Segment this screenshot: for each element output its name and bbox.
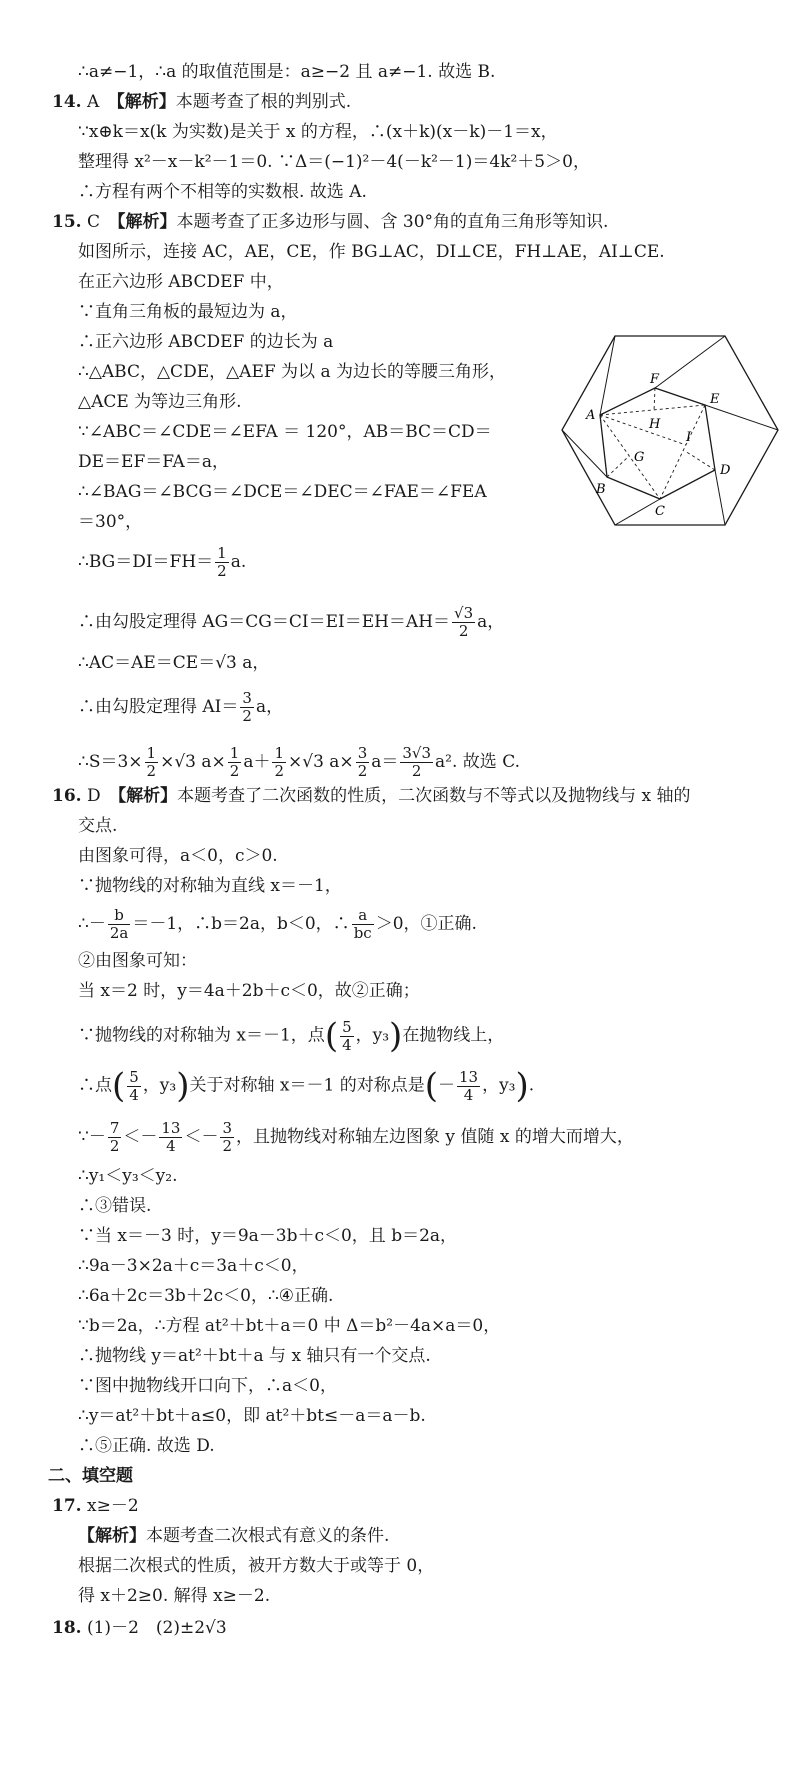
text-line: ∴y＝at²＋bt＋a≤0，即 at²＋bt≤－a＝a－b. <box>78 1406 426 1426</box>
numerator: 7 <box>109 1119 120 1137</box>
text-line: ∴正六边形 ABCDEF 的边长为 a <box>78 332 334 352</box>
numerator: 13 <box>161 1119 181 1137</box>
ruler-edge <box>600 336 615 415</box>
numerator: a <box>352 907 374 925</box>
text-line: 由图象可得，a＜0，c＞0. <box>78 846 278 866</box>
question-14-header <box>52 92 351 112</box>
paren-left: ( <box>424 1066 438 1106</box>
text-line: ∴9a－3×2a＋c＝3a＋c＜0， <box>78 1256 309 1276</box>
fraction <box>400 745 433 780</box>
paren-right: ) <box>515 1066 529 1106</box>
ruler-edge <box>615 499 660 525</box>
answer-choice: C <box>86 212 100 232</box>
text-line: ∴∠BAG＝∠BCG＝∠DCE＝∠DEC＝∠FAE＝∠FEA <box>78 482 487 502</box>
text-run: ∵－ <box>78 1127 106 1147</box>
question-number: 14. <box>52 92 82 112</box>
text-run: ∴由勾股定理得 AG＝CG＝CI＝EI＝EH＝AH＝ <box>78 612 451 632</box>
question-number: 16. <box>52 786 82 806</box>
text-line-fraction <box>78 907 477 942</box>
paren-left: ( <box>112 1066 126 1106</box>
denominator: 2 <box>229 762 240 780</box>
outer-hexagon <box>562 336 778 525</box>
text-line: ∵抛物线的对称轴为直线 x＝－1， <box>78 876 342 896</box>
text-run: a＋ <box>243 752 271 772</box>
denominator: 4 <box>342 1035 352 1054</box>
text-run: ∴BG＝DI＝FH＝ <box>78 552 214 572</box>
text-run: ，y₃ <box>482 1075 516 1096</box>
fraction <box>215 545 229 580</box>
denominator: 2 <box>411 762 422 780</box>
paren-right: ) <box>389 1016 403 1056</box>
text-line: ∴抛物线 y＝at²＋bt＋a 与 x 轴只有一个交点. <box>78 1346 431 1366</box>
fraction <box>240 690 254 725</box>
question-number: 17. <box>52 1496 82 1516</box>
question-15-header <box>52 212 608 232</box>
text-run: a， <box>255 697 284 717</box>
segment-AE <box>600 405 705 415</box>
label-C: C <box>655 504 665 519</box>
fraction <box>340 1019 354 1054</box>
denominator: 2 <box>274 762 284 780</box>
text-line: ∴6a＋2c＝3b＋2c＜0，∴④正确. <box>78 1286 334 1306</box>
text-run: ∴S＝3× <box>78 752 143 772</box>
denominator: 2 <box>109 1137 120 1155</box>
text-run: ＞0，①正确. <box>375 914 477 934</box>
numerator: 3 <box>222 1119 233 1137</box>
fraction <box>108 907 131 942</box>
denominator: 2 <box>357 762 368 780</box>
numerator: 5 <box>129 1067 139 1086</box>
answer-choice: D <box>86 786 101 806</box>
denominator: 2 <box>458 622 469 640</box>
text-line-fraction <box>78 1120 634 1155</box>
label-G: G <box>634 450 645 465</box>
numerator: 3 <box>357 744 368 762</box>
label-H: H <box>649 417 661 432</box>
ruler-edge <box>655 336 725 388</box>
numerator: 1 <box>229 744 240 762</box>
label-I: I <box>686 430 692 445</box>
fraction <box>228 745 242 780</box>
text-line: ∴方程有两个不相等的实数根. 故选 A. <box>78 182 367 202</box>
question-number: 15. <box>52 212 82 232</box>
text-run: ∵抛物线的对称轴为 x＝－1，点 <box>78 1025 325 1046</box>
denominator: 2 <box>217 562 227 580</box>
segment-FH <box>654 388 655 411</box>
fraction <box>108 1120 122 1155</box>
numerator: 3 <box>242 689 252 707</box>
denominator: 4 <box>129 1085 139 1104</box>
fraction <box>356 745 370 780</box>
text-line: ∴△ABC，△CDE，△AEF 为以 a 为边长的等腰三角形， <box>78 362 507 382</box>
text-run: ×√3 a× <box>160 752 226 772</box>
label-F: F <box>650 372 660 387</box>
text-line: ∴a≠−1，∴a 的取值范围是：a≥−2 且 a≠−1. 故选 B. <box>78 62 496 82</box>
text-run: ∴由勾股定理得 AI＝ <box>78 697 239 717</box>
text-run: ＜－ <box>184 1127 219 1147</box>
label-D: D <box>720 463 731 478</box>
text-line: ∴③错误. <box>78 1196 152 1216</box>
analysis-text: 本题考查二次根式有意义的条件. <box>146 1526 390 1546</box>
text-run: 在抛物线上， <box>402 1025 505 1046</box>
text-line: ∵图中抛物线开口向下，∴a＜0， <box>78 1376 337 1396</box>
text-line: ∵b＝2a，∴方程 at²＋bt＋a＝0 中 Δ＝b²－4a×a＝0， <box>78 1316 501 1336</box>
question-17-header <box>52 1496 139 1516</box>
fraction <box>127 1069 141 1104</box>
fraction <box>159 1120 182 1155</box>
denominator: 2 <box>222 1137 233 1155</box>
question-16-header <box>52 786 691 806</box>
fraction <box>145 745 159 780</box>
text-run: ，且抛物线对称轴左边图象 y 值随 x 的增大而增大， <box>236 1127 634 1147</box>
text-run: ，y₃ <box>355 1025 390 1046</box>
analysis-tag: 【解析】 <box>117 212 177 232</box>
answer: x≥－2 <box>86 1496 139 1516</box>
text-run: ＝－1，∴b＝2a，b＜0，∴ <box>132 914 350 934</box>
text-line: ＝30°， <box>78 512 143 532</box>
denominator: 2a <box>109 924 129 942</box>
numerator: 3√3 <box>402 744 432 762</box>
text-run: a， <box>477 612 505 632</box>
numerator: b <box>108 907 131 925</box>
label-E: E <box>710 392 720 407</box>
text-run: ∴点 <box>78 1075 112 1096</box>
denominator: 4 <box>166 1137 176 1155</box>
analysis-tag: 【解析】 <box>78 1526 146 1546</box>
section-heading: 二、填空题 <box>48 1466 133 1486</box>
text-run: 关于对称轴 x＝－1 的对称点是 <box>189 1075 425 1096</box>
text-line: ∵直角三角板的最短边为 a， <box>78 302 298 322</box>
fraction <box>352 907 374 942</box>
text-run: － <box>437 1075 455 1096</box>
fraction <box>272 745 286 780</box>
inner-hexagon <box>600 388 715 499</box>
text-line-fraction <box>78 690 283 725</box>
fraction <box>220 1120 234 1155</box>
answer: (1)－2 (2)±2√3 <box>86 1618 227 1638</box>
text-run: a². 故选 C. <box>435 752 520 772</box>
numerator: 1 <box>217 544 227 562</box>
analysis-text: 本题考查了二次函数的性质，二次函数与不等式以及抛物线与 x 轴的 <box>177 786 691 806</box>
text-run: ∴－ <box>78 914 106 934</box>
question-18-header <box>52 1618 227 1638</box>
analysis-tag: 【解析】 <box>117 786 178 806</box>
label-B: B <box>596 482 606 497</box>
hexagon-figure <box>560 333 780 528</box>
label-A: A <box>586 408 596 423</box>
numerator: √3 <box>454 604 474 622</box>
denominator: bc <box>353 924 372 942</box>
text-line: ②由图象可知： <box>78 951 197 971</box>
text-run: ×√3 a× <box>288 752 354 772</box>
text-run: a. <box>230 552 247 572</box>
numerator: 13 <box>458 1067 479 1086</box>
text-line: ∴y₁＜y₃＜y₂. <box>78 1166 178 1186</box>
denominator: 4 <box>463 1085 474 1104</box>
text-line-fraction <box>78 545 246 580</box>
text-run: . <box>528 1075 535 1096</box>
text-line <box>78 1526 389 1546</box>
analysis-text: 本题考查了根的判别式. <box>175 92 352 112</box>
numerator: 5 <box>342 1017 352 1036</box>
text-line: ∵当 x＝－3 时，y＝9a－3b＋c＜0，且 b＝2a， <box>78 1226 458 1246</box>
text-line-fraction <box>78 1068 534 1104</box>
text-line-fraction <box>78 605 504 640</box>
ruler-edge <box>715 470 725 525</box>
ruler-edge <box>705 405 778 430</box>
text-line: 在正六边形 ABCDEF 中， <box>78 272 284 292</box>
text-line: ∵∠ABC＝∠CDE＝∠EFA ＝ 120°，AB＝BC＝CD＝ <box>78 422 492 442</box>
text-line: ∵x⊕k＝x(k 为实数)是关于 x 的方程，∴(x＋k)(x－k)－1＝x， <box>78 122 558 142</box>
segment-CE <box>660 405 705 499</box>
text-line: 如图所示，连接 AC，AE，CE，作 BG⊥AC，DI⊥CE，FH⊥AE，AI⊥CE. <box>78 242 665 262</box>
text-run: a＝ <box>371 752 399 772</box>
text-line: 根据二次根式的性质，被开方数大于或等于 0， <box>78 1556 435 1576</box>
numerator: 1 <box>146 744 157 762</box>
segment-BG <box>607 456 629 477</box>
text-line: 交点. <box>78 816 118 836</box>
answer-choice: A <box>86 92 100 112</box>
numerator: 1 <box>274 744 284 762</box>
paren-left: ( <box>324 1016 339 1056</box>
fraction <box>457 1069 480 1104</box>
text-line: DE＝EF＝FA＝a， <box>78 452 229 472</box>
text-line: 整理得 x²－x－k²－1＝0. ∵Δ＝(−1)²－4(－k²－1)＝4k²＋5＞0， <box>78 152 590 172</box>
question-number: 18. <box>52 1618 82 1638</box>
denominator: 2 <box>242 707 252 725</box>
text-run: ＜－ <box>123 1127 158 1147</box>
analysis-text: 本题考查了正多边形与圆、含 30°角的直角三角形等知识. <box>176 212 609 232</box>
denominator: 2 <box>146 762 157 780</box>
text-line: 得 x＋2≥0. 解得 x≥－2. <box>78 1586 271 1606</box>
analysis-tag: 【解析】 <box>116 92 176 112</box>
paren-right: ) <box>176 1066 190 1106</box>
text-line: ∴AC＝AE＝CE＝√3 a， <box>78 653 270 673</box>
fraction <box>452 605 475 640</box>
segment-DI <box>685 451 715 470</box>
text-line: 当 x＝2 时，y＝4a＋2b＋c＜0，故②正确； <box>78 981 420 1001</box>
segment-AI <box>600 415 686 445</box>
text-line: △ACE 为等边三角形. <box>78 392 242 412</box>
text-run: ，y₃ <box>142 1075 177 1096</box>
text-line-fraction <box>78 1018 504 1054</box>
text-line-fraction <box>78 745 520 780</box>
text-line: ∴⑤正确. 故选 D. <box>78 1436 215 1456</box>
